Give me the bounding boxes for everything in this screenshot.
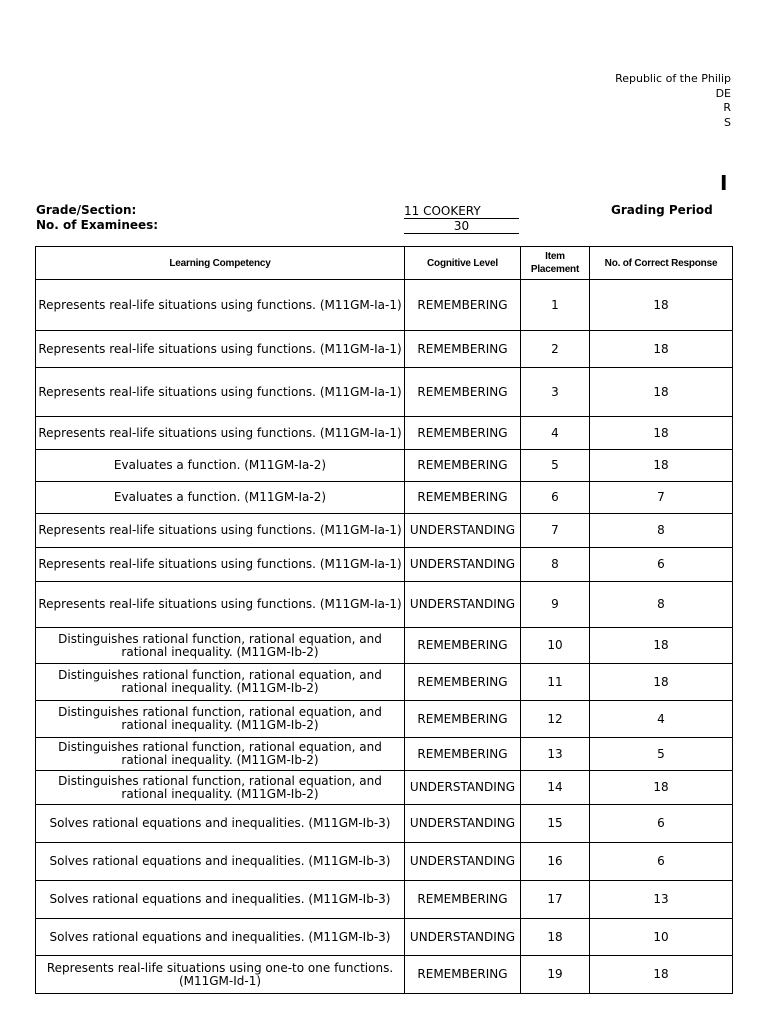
competency-cell: Represents real-life situations using functions. (M11GM-Ia-1) [36, 280, 405, 331]
competency-cell: Solves rational equations and inequalities. (M11GM-Ib-3) [36, 881, 405, 919]
item-placement-cell: 6 [521, 482, 590, 514]
column-header-competency: Learning Competency [36, 247, 405, 280]
grade-section-value: 11 COOKERY [404, 204, 519, 219]
cognitive-level-cell: REMEMBERING [405, 701, 521, 738]
cognitive-level-cell: UNDERSTANDING [405, 919, 521, 956]
cognitive-level-cell: REMEMBERING [405, 956, 521, 994]
examinees-value: 30 [404, 219, 519, 234]
competency-cell: Evaluates a function. (M11GM-Ia-2) [36, 482, 405, 514]
item-placement-cell: 16 [521, 843, 590, 881]
table-row [36, 368, 733, 417]
cognitive-level-cell: UNDERSTANDING [405, 514, 521, 548]
competency-cell: Evaluates a function. (M11GM-Ia-2) [36, 450, 405, 482]
table-row [36, 514, 733, 548]
item-analysis-table [35, 246, 733, 994]
table-row [36, 482, 733, 514]
competency-cell: Distinguishes rational function, rational equation, and rational inequality. (M11GM-Ib-2) [36, 628, 405, 664]
column-header-cognitive-level: Cognitive Level [405, 247, 521, 280]
competency-cell: Represents real-life situations using functions. (M11GM-Ia-1) [36, 514, 405, 548]
item-placement-cell: 9 [521, 582, 590, 628]
cognitive-level-cell: REMEMBERING [405, 664, 521, 701]
correct-response-cell: 18 [590, 417, 733, 450]
table-row [36, 628, 733, 664]
competency-cell: Solves rational equations and inequalities. (M11GM-Ib-3) [36, 843, 405, 881]
table-row [36, 805, 733, 843]
correct-response-cell: 18 [590, 771, 733, 805]
header-line-department: DE [715, 86, 731, 100]
cognitive-level-cell: UNDERSTANDING [405, 843, 521, 881]
correct-response-cell: 6 [590, 805, 733, 843]
table-row [36, 280, 733, 331]
header-line-republic: Republic of the Philip [615, 72, 731, 85]
cognitive-level-cell: REMEMBERING [405, 417, 521, 450]
correct-response-cell: 5 [590, 738, 733, 771]
item-placement-cell: 12 [521, 701, 590, 738]
correct-response-cell: 10 [590, 919, 733, 956]
competency-cell: Solves rational equations and inequalities. (M11GM-Ib-3) [36, 805, 405, 843]
table-row [36, 582, 733, 628]
correct-response-cell: 18 [590, 628, 733, 664]
cognitive-level-cell: UNDERSTANDING [405, 548, 521, 582]
table-row [36, 738, 733, 771]
table-row [36, 771, 733, 805]
item-placement-cell: 11 [521, 664, 590, 701]
correct-response-cell: 13 [590, 881, 733, 919]
grade-section-label: Grade/Section: [36, 203, 137, 217]
item-placement-cell: 1 [521, 280, 590, 331]
competency-cell: Represents real-life situations using functions. (M11GM-Ia-1) [36, 417, 405, 450]
item-placement-cell: 17 [521, 881, 590, 919]
table-row [36, 417, 733, 450]
cognitive-level-cell: REMEMBERING [405, 881, 521, 919]
correct-response-cell: 8 [590, 582, 733, 628]
table-header-row [36, 247, 733, 280]
competency-cell: Distinguishes rational function, rational equation, and rational inequality. (M11GM-Ib-2) [36, 701, 405, 738]
correct-response-cell: 18 [590, 331, 733, 368]
correct-response-cell: 6 [590, 843, 733, 881]
cognitive-level-cell: UNDERSTANDING [405, 771, 521, 805]
table-row [36, 843, 733, 881]
table-row [36, 548, 733, 582]
correct-response-cell: 18 [590, 956, 733, 994]
competency-cell: Represents real-life situations using functions. (M11GM-Ia-1) [36, 548, 405, 582]
correct-response-cell: 8 [590, 514, 733, 548]
table-row [36, 450, 733, 482]
competency-cell: Distinguishes rational function, rational equation, and rational inequality. (M11GM-Ib-2) [36, 771, 405, 805]
cognitive-level-cell: REMEMBERING [405, 628, 521, 664]
competency-cell: Represents real-life situations using functions. (M11GM-Ia-1) [36, 368, 405, 417]
table-row [36, 701, 733, 738]
column-header-item-placement: Item Placement [521, 247, 590, 280]
item-placement-cell: 13 [521, 738, 590, 771]
item-placement-cell: 19 [521, 956, 590, 994]
table-row [36, 664, 733, 701]
cognitive-level-cell: REMEMBERING [405, 482, 521, 514]
cognitive-level-cell: REMEMBERING [405, 368, 521, 417]
table-row [36, 881, 733, 919]
table-row [36, 331, 733, 368]
correct-response-cell: 18 [590, 368, 733, 417]
competency-cell: Solves rational equations and inequalities. (M11GM-Ib-3) [36, 919, 405, 956]
correct-response-cell: 6 [590, 548, 733, 582]
competency-cell: Represents real-life situations using functions. (M11GM-Ia-1) [36, 582, 405, 628]
correct-response-cell: 18 [590, 664, 733, 701]
correct-response-cell: 7 [590, 482, 733, 514]
cognitive-level-cell: UNDERSTANDING [405, 582, 521, 628]
competency-cell: Distinguishes rational function, rational equation, and rational inequality. (M11GM-Ib-2) [36, 738, 405, 771]
correct-response-cell: 4 [590, 701, 733, 738]
examinees-label: No. of Examinees: [36, 218, 159, 232]
document-title: I [720, 171, 728, 195]
correct-response-cell: 18 [590, 280, 733, 331]
cognitive-level-cell: REMEMBERING [405, 738, 521, 771]
header-line-school: S [724, 115, 731, 129]
competency-cell: Distinguishes rational function, rational equation, and rational inequality. (M11GM-Ib-2) [36, 664, 405, 701]
item-placement-cell: 3 [521, 368, 590, 417]
competency-cell: Represents real-life situations using functions. (M11GM-Ia-1) [36, 331, 405, 368]
cognitive-level-cell: REMEMBERING [405, 331, 521, 368]
cognitive-level-cell: REMEMBERING [405, 280, 521, 331]
grading-period-label: Grading Period [611, 203, 713, 217]
table-row [36, 919, 733, 956]
item-placement-cell: 14 [521, 771, 590, 805]
item-placement-cell: 15 [521, 805, 590, 843]
column-header-correct-response: No. of Correct Response [590, 247, 733, 280]
item-placement-cell: 7 [521, 514, 590, 548]
table-row [36, 956, 733, 994]
cognitive-level-cell: REMEMBERING [405, 450, 521, 482]
item-placement-cell: 8 [521, 548, 590, 582]
item-placement-cell: 2 [521, 331, 590, 368]
item-placement-cell: 18 [521, 919, 590, 956]
header-line-region: R [723, 101, 731, 114]
correct-response-cell: 18 [590, 450, 733, 482]
item-placement-cell: 4 [521, 417, 590, 450]
item-placement-cell: 10 [521, 628, 590, 664]
competency-cell: Represents real-life situations using one-to one functions. (M11GM-Id-1) [36, 956, 405, 994]
item-placement-cell: 5 [521, 450, 590, 482]
document-header [531, 72, 731, 130]
cognitive-level-cell: UNDERSTANDING [405, 805, 521, 843]
